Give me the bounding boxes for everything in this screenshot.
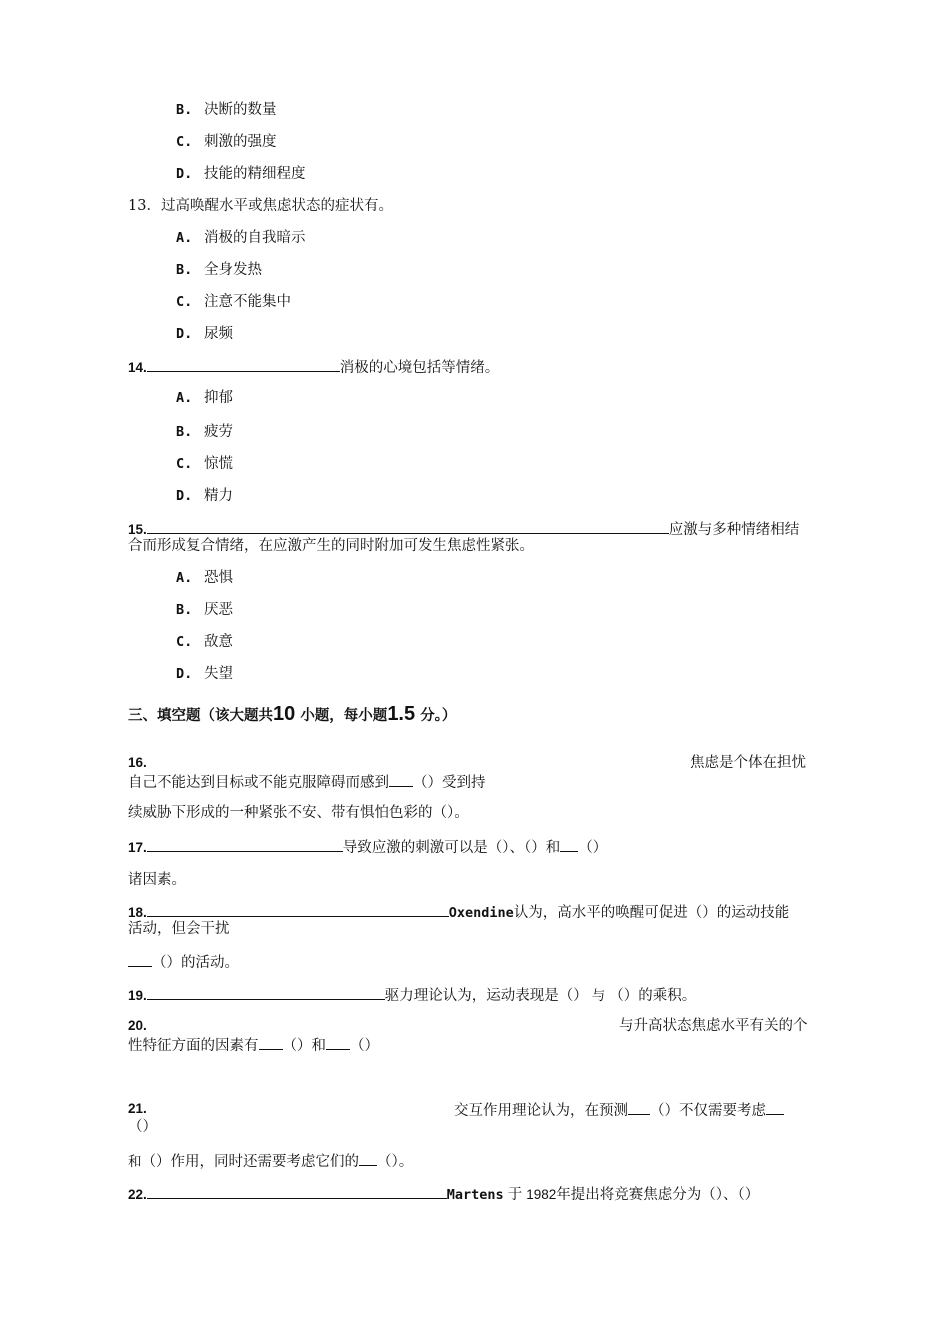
question-16-continued: 续威胁下形成的一种紧张不安、带有惧怕色彩的（）。 [128,805,469,821]
answer-blank[interactable] [359,1151,377,1166]
question-14-stem: 14. 消极的心境包括等情绪。 [128,357,499,377]
question-17-continued: 诸因素。 [128,872,186,888]
question-13-stem: 13．过高唤醒水平或焦虑状态的症状有。 [128,198,393,214]
answer-blank[interactable] [147,357,340,372]
question-18-stem: 18. Oxendine认为，高水平的唤醒可促进（）的运动技能 [128,902,789,922]
answer-blank[interactable] [259,1035,283,1050]
answer-blank[interactable] [147,837,343,852]
answer-blank[interactable] [560,837,578,852]
question-16-continued: 自己不能达到目标或不能克服障碍而感到 （）受到持 [128,772,486,792]
answer-blank[interactable] [147,519,669,534]
question-20-continued: 性特征方面的因素有 （）和 （） [128,1035,379,1055]
question-21-number: 21. [128,1101,147,1116]
question-20-number: 20. [128,1018,147,1033]
question-21-text: 交互作用理论认为，在预测 （）不仅需要考虑 [454,1100,784,1120]
question-16-number: 16. [128,755,147,770]
answer-blank[interactable] [389,772,413,787]
question-15-stem-continued: 合而形成复合情绪，在应激产生的同时附加可发生焦虑性紧张。 [128,538,534,554]
option-d: D. 尿频 [176,326,233,342]
question-20-text: 与升高状态焦虑水平有关的个 [619,1018,808,1034]
question-16-text: 焦虑是个体在担忧 [690,755,806,771]
option-b: B. 决断的数量 [176,102,277,118]
option-a: A. 消极的自我暗示 [176,230,306,246]
option-c: C. 注意不能集中 [176,294,291,310]
option-a: A. 抑郁 [176,390,233,406]
option-d: D. 失望 [176,666,233,682]
option-c: C. 敌意 [176,634,233,650]
answer-blank[interactable] [628,1100,650,1115]
question-21-continued: 和（）作用，同时还需要考虑它们的 （）。 [128,1151,413,1171]
question-15-stem: 15. 应激与多种情绪相结 [128,519,799,539]
option-a: A. 恐惧 [176,570,233,586]
option-b: B. 疲劳 [176,424,233,440]
option-c: C. 惊慌 [176,456,233,472]
answer-blank[interactable] [147,1184,447,1199]
option-b: B. 全身发热 [176,262,262,278]
question-18-continued: 活动，但会干扰 [128,921,230,937]
question-22-stem: 22. Martens 于 1982年提出将竞赛焦虑分为（）、（） [128,1184,759,1204]
answer-blank[interactable] [147,902,449,917]
answer-blank[interactable] [326,1035,350,1050]
section-heading: 三、填空题（该大题共10 小题，每小题1.5 分。） [128,703,457,725]
answer-blank[interactable] [128,952,152,967]
option-c: C. 刺激的强度 [176,134,277,150]
option-d: D. 精力 [176,488,233,504]
question-19-stem: 19. 驱力理论认为，运动表现是（） 与 （）的乘积。 [128,985,696,1005]
option-d: D. 技能的精细程度 [176,166,306,182]
answer-blank[interactable] [766,1100,784,1115]
option-b: B. 厌恶 [176,602,233,618]
question-17-stem: 17. 导致应激的刺激可以是（）、（）和 （） [128,837,607,857]
answer-blank[interactable] [147,985,385,1000]
question-21-continued: （） [128,1119,157,1135]
question-18-continued: （）的活动。 [128,952,239,972]
